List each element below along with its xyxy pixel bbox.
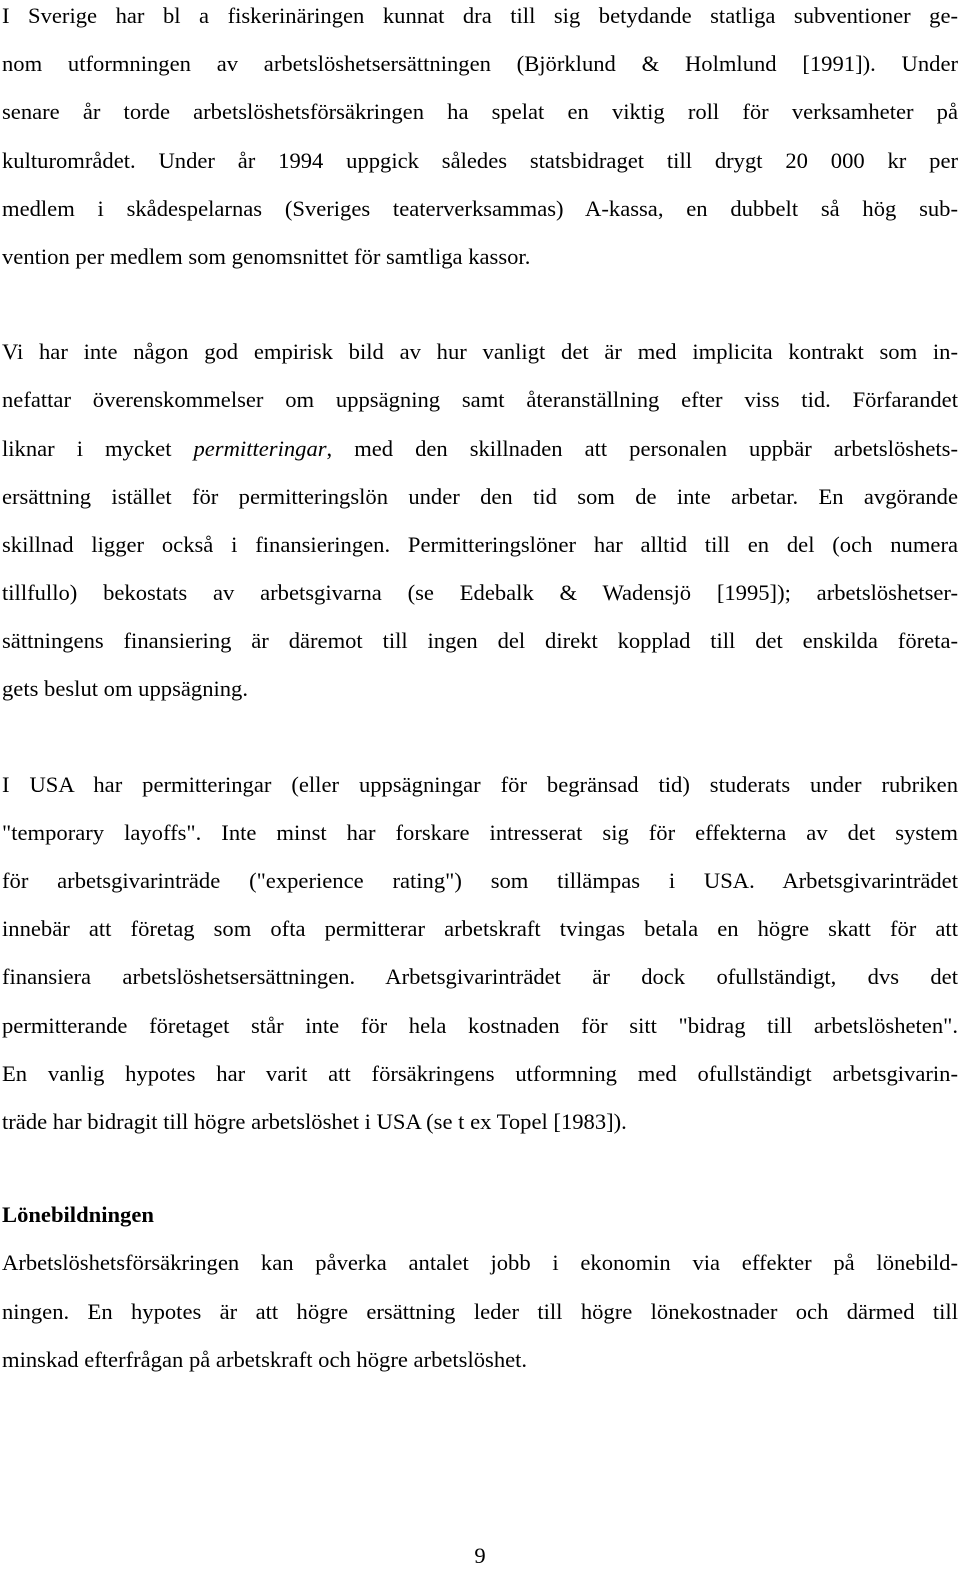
- text-line: [2, 433, 958, 481]
- paragraph-spacer: [2, 722, 958, 769]
- text-line: ningen. En hypotes är att högre ersättning leder till högre lönekostnader och därmed till: [2, 1298, 958, 1324]
- text-line: I Sverige har bl a fiskerinäringen kunnat dra till sig betydande statliga subventioner ge-: [2, 3, 958, 28]
- paragraph-2: [2, 336, 958, 722]
- text-line: nom utformningen av arbetslöshetsersättningen (Björklund & Holmlund [1991]). Under: [2, 51, 958, 77]
- text-line: innebär att företag som ofta permitterar arbetskraft tvingas betala en högre skatt för att: [2, 916, 958, 942]
- text-line: vention per medlem som genomsnittet för samtliga kassor.: [2, 243, 531, 269]
- text-line: En vanlig hypotes har varit att försäkringens utformning med ofullständigt arbetsgivarin-: [2, 1060, 958, 1086]
- text-line: minskad efterfrågan på arbetskraft och högre arbetslöshet.: [2, 1346, 528, 1372]
- text-line: gets beslut om uppsägning.: [2, 676, 249, 702]
- text-line: medlem i skådespelarnas (Sveriges teaterverksammas) A-kassa, en dubbelt så hög sub-: [2, 195, 958, 221]
- text-line: permitterande företaget står inte för hela kostnaden för sitt "bidrag till arbetslösheten".: [2, 1012, 958, 1038]
- text-line: sättningens finansiering är däremot till ingen del direkt kopplad till det enskilda företa-: [2, 628, 958, 654]
- text-run: liknar i mycket: [2, 435, 194, 461]
- text-line: skillnad ligger också i finansieringen. Permitteringslöner har alltid till en del (och numera: [2, 531, 958, 557]
- text-run: , med den skillnaden att personalen uppbär arbetslöshets-: [326, 435, 958, 461]
- text-line: "temporary layoffs". Inte minst har forskare intresserat sig för effekterna av det system: [2, 819, 958, 845]
- paragraph-spacer: [2, 289, 958, 336]
- paragraph-3: [2, 769, 958, 1155]
- text-line: I USA har permitteringar (eller uppsägningar för begränsad tid) studerats under rubriken: [2, 771, 958, 797]
- text-line: Arbetslöshetsförsäkringen kan påverka antalet jobb i ekonomin via effekter på lönebild-: [2, 1250, 958, 1276]
- italic-term: permitteringar: [193, 435, 327, 461]
- page-number: 9: [474, 1543, 486, 1568]
- text-line: träde har bidragit till högre arbetslöshet i USA (se t ex Topel [1983]).: [2, 1108, 627, 1134]
- text-line: för arbetsgivarinträde ("experience rating") som tillämpas i USA. Arbetsgivarinträdet: [2, 868, 958, 893]
- text-line: nefattar överenskommelser om uppsägning samt återanställning efter viss tid. Förfarandet: [2, 387, 958, 413]
- text-line: finansiera arbetslöshetsersättningen. Arbetsgivarinträdet är dock ofullständigt, dvs det: [2, 964, 958, 990]
- paragraph-4: [2, 1247, 958, 1392]
- paragraph-spacer: [2, 1154, 958, 1199]
- text-line: ersättning istället för permitteringslön under den tid som de inte arbetar. En avgörande: [2, 483, 958, 509]
- paragraph-1: [2, 0, 958, 289]
- text-line: tillfullo) bekostats av arbetsgivarna (se Edebalk & Wadensjö [1995]); arbetslöshetser-: [2, 580, 958, 606]
- text-line: senare år torde arbetslöshetsförsäkringen ha spelat en viktig roll för verksamheter på: [2, 99, 958, 125]
- text-line: Vi har inte någon god empirisk bild av hur vanligt det är med implicita kontrakt som in-: [2, 339, 958, 365]
- text-line: kulturområdet. Under år 1994 uppgick således statsbidraget till drygt 20 000 kr per: [2, 147, 958, 173]
- document-page: [2, 0, 958, 1392]
- section-heading: Lönebildningen: [2, 1202, 154, 1228]
